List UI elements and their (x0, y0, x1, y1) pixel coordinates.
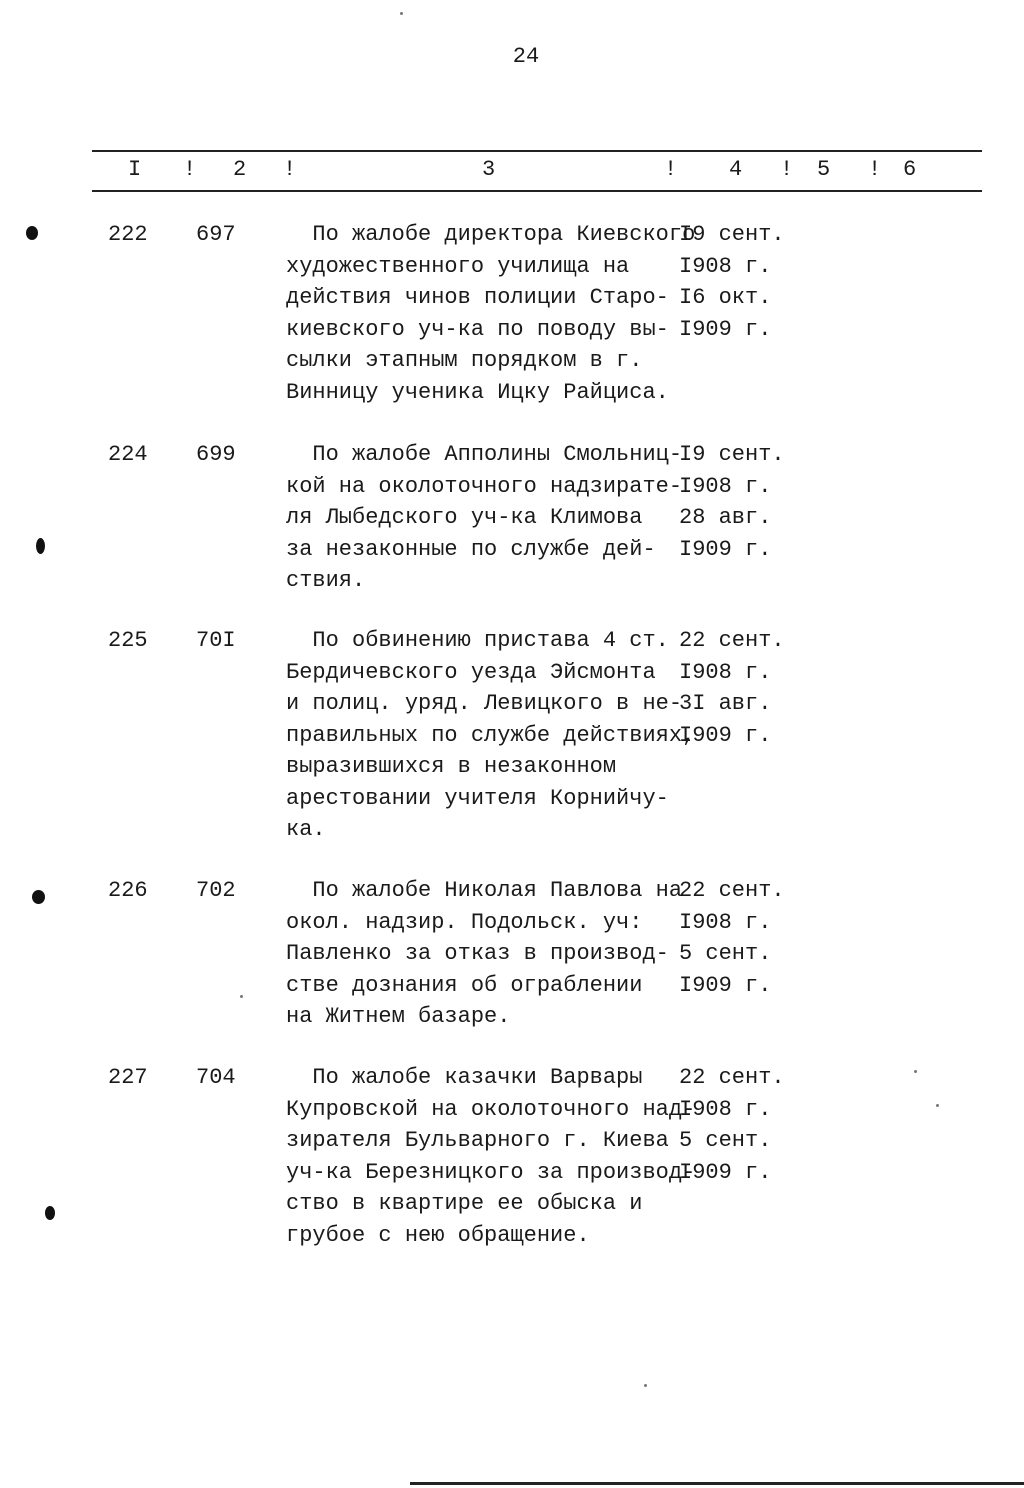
entry-code: 699 (196, 442, 236, 467)
date-line: 28 авг. (679, 505, 772, 530)
description-line: уч-ка Березницкого за производ- (286, 1159, 696, 1185)
description-line: ство в квартире ее обыска и (286, 1191, 643, 1216)
description-line: сылки этапным порядком в г. (286, 348, 643, 373)
page-bottom-rule (410, 1482, 1024, 1485)
entry-number: 225 (108, 628, 148, 653)
scan-speck (240, 995, 243, 998)
entry-number: 227 (108, 1065, 148, 1090)
punch-hole-mark (36, 538, 45, 554)
header-col-3: 3 (482, 157, 496, 182)
entry-description (286, 439, 686, 597)
date-line: 22 сент. (679, 878, 785, 903)
punch-hole-mark (26, 226, 38, 240)
description-line: По жалобе казачки Варвары (286, 1065, 643, 1090)
scan-speck (914, 1070, 917, 1073)
header-col-5: 5 (817, 157, 831, 182)
date-line: 3I авг. (679, 691, 772, 716)
description-line: кой на околоточного надзирате- (286, 473, 683, 499)
date-line: I9 сент. (679, 442, 785, 467)
date-line: 22 сент. (679, 1065, 785, 1090)
header-col-6: 6 (903, 157, 917, 182)
entry-code: 702 (196, 878, 236, 903)
description-line: ствия. (286, 568, 366, 593)
entry-dates (679, 1062, 799, 1188)
punch-hole-mark (45, 1206, 55, 1220)
header-col-2: 2 (233, 157, 247, 182)
description-line: стве дознания об ограблении (286, 972, 643, 998)
date-line: I909 г. (679, 316, 772, 342)
header-separator: ! (868, 157, 882, 182)
entry-dates (679, 439, 799, 565)
description-line: ка. (286, 817, 326, 842)
description-line: Купровской на околоточного над- (286, 1096, 696, 1122)
entry-description (286, 625, 696, 846)
table-header-rule (92, 190, 982, 192)
entry-description (286, 1062, 696, 1251)
date-line: I908 г. (679, 253, 772, 279)
date-line: I908 г. (679, 659, 772, 685)
header-col-4: 4 (729, 157, 743, 182)
description-line: грубое с нею обращение. (286, 1222, 590, 1248)
date-line: I908 г. (679, 909, 772, 935)
description-line: По жалобе директора Киевского (286, 222, 696, 247)
description-line: за незаконные по службе дей- (286, 536, 656, 562)
table-top-rule (92, 150, 982, 152)
date-line: I909 г. (679, 972, 772, 998)
description-line: Винницу ученика Ицку Райциса. (286, 379, 669, 405)
date-line: I909 г. (679, 536, 772, 562)
description-line: окол. надзир. Подольск. уч: (286, 909, 643, 935)
entry-dates (679, 875, 799, 1001)
description-line: киевского уч-ка по поводу вы- (286, 316, 669, 342)
date-line: I909 г. (679, 722, 772, 748)
description-line: ля Лыбедского уч-ка Климова (286, 505, 643, 530)
description-line: и полиц. уряд. Левицкого в не- (286, 691, 683, 716)
description-line: По жалобе Николая Павлова на (286, 878, 683, 903)
header-separator: ! (283, 157, 297, 182)
entry-number: 222 (108, 222, 148, 247)
entry-code: 697 (196, 222, 236, 247)
description-line: выразившихся в незаконном (286, 754, 617, 779)
scan-speck (400, 12, 403, 15)
description-line: По жалобе Апполины Смольниц- (286, 442, 683, 467)
description-line: правильных по службе действиях, (286, 722, 696, 748)
page-number: 24 (512, 44, 540, 69)
date-line: I9 сент. (679, 222, 785, 247)
date-line: 5 сент. (679, 941, 772, 966)
header-separator: ! (780, 157, 794, 182)
description-line: художественного училища на (286, 253, 630, 279)
description-line: на Житнем базаре. (286, 1004, 511, 1029)
description-line: По обвинению пристава 4 ст. (286, 628, 669, 653)
date-line: 5 сент. (679, 1128, 772, 1153)
date-line: I6 окт. (679, 285, 772, 310)
punch-hole-mark (32, 890, 45, 904)
entry-code: 70I (196, 628, 236, 653)
entry-number: 224 (108, 442, 148, 467)
entry-code: 704 (196, 1065, 236, 1090)
header-separator: ! (183, 157, 197, 182)
entry-description (286, 219, 696, 408)
entry-description (286, 875, 686, 1033)
entry-dates (679, 625, 799, 751)
scan-speck (644, 1384, 647, 1387)
header-separator: ! (664, 157, 678, 182)
date-line: I908 г. (679, 473, 772, 499)
date-line: I909 г. (679, 1159, 772, 1185)
entry-number: 226 (108, 878, 148, 903)
description-line: действия чинов полиции Старо- (286, 285, 669, 310)
description-line: зирателя Бульварного г. Киева (286, 1128, 669, 1153)
date-line: 22 сент. (679, 628, 785, 653)
description-line: Бердичевского уезда Эйсмонта (286, 659, 656, 685)
description-line: арестовании учителя Корнийчу- (286, 785, 669, 811)
table-header (0, 157, 1024, 187)
header-col-1: I (128, 157, 142, 182)
scan-speck (936, 1104, 939, 1107)
entry-dates (679, 219, 799, 345)
description-line: Павленко за отказ в производ- (286, 941, 669, 966)
date-line: I908 г. (679, 1096, 772, 1122)
